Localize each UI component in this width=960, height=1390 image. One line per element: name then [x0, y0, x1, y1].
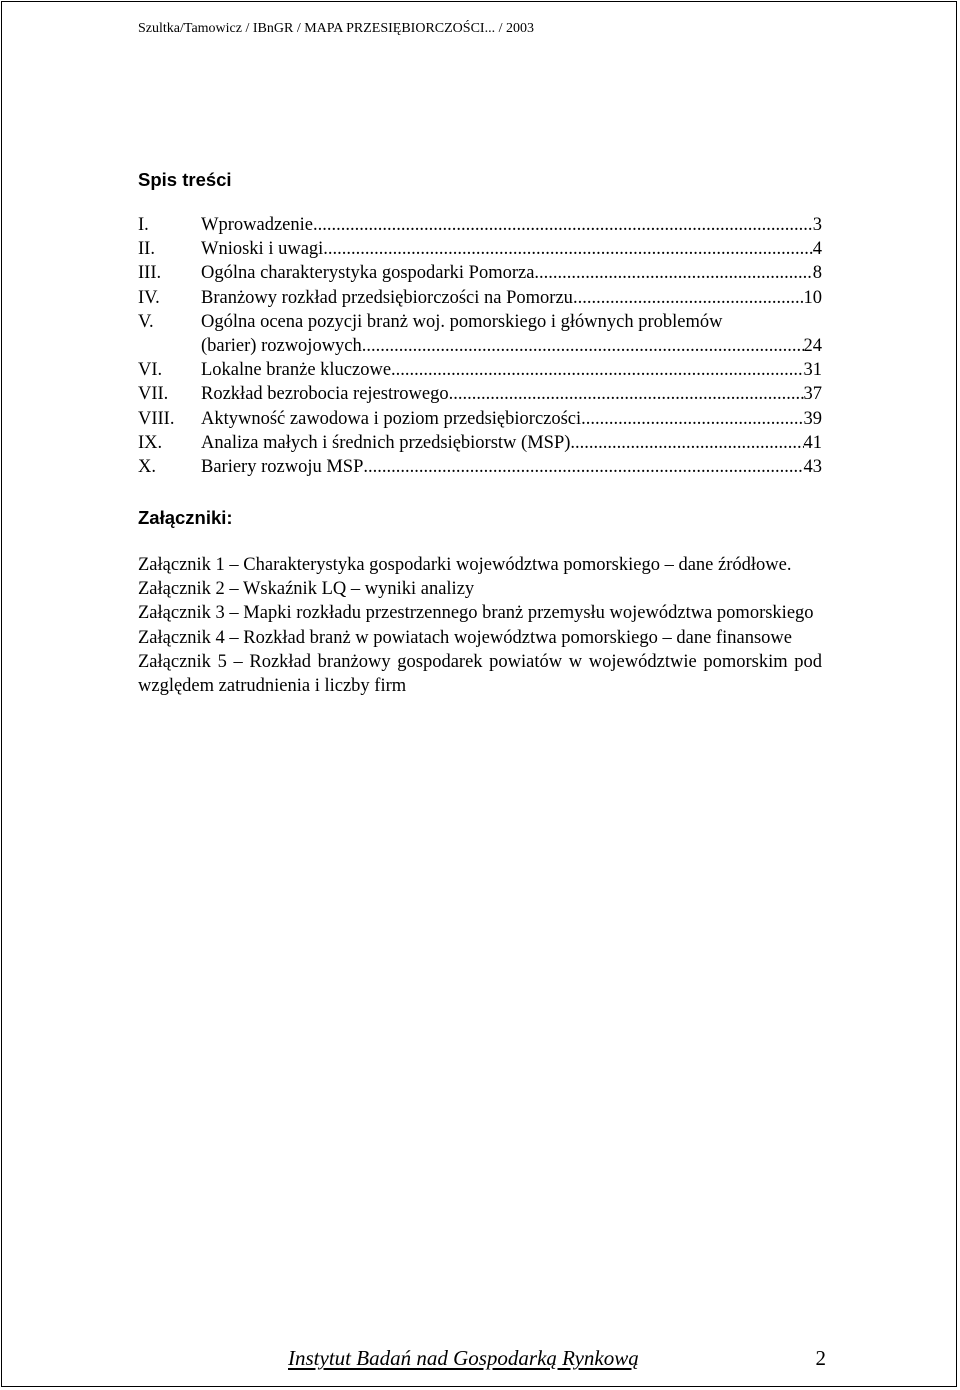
toc-entry-number: X. — [138, 456, 156, 477]
footer-page-number: 2 — [815, 1346, 826, 1370]
toc-entry-label: Analiza małych i średnich przedsiębiorstw (MSP) — [201, 432, 571, 453]
toc-dot-leader — [313, 213, 813, 237]
toc-entry-label: Lokalne branże kluczowe — [201, 360, 392, 381]
toc-entry-number: VI. — [138, 360, 163, 381]
toc-dot-leader — [363, 455, 803, 479]
toc-entry-label: Ogólna charakterystyka gospodarki Pomorza — [201, 263, 535, 284]
appendix-item-2: Załącznik 2 – Wskaźnik LQ – wyniki analizy — [138, 579, 475, 600]
toc-title: Spis treści — [138, 169, 232, 190]
appendix-item-3: Załącznik 3 – Mapki rozkładu przestrzennego branż przemysłu województwa pomorskiego — [138, 603, 814, 624]
toc-entry-number: V. — [138, 311, 154, 332]
toc-entry-page: 37 — [803, 384, 822, 405]
running-header: Szultka/Tamowicz / IBnGR / MAPA PRZESIĘBIORCZOŚCI... / 2003 — [138, 21, 534, 36]
toc-dot-leader — [362, 334, 804, 358]
toc-entry-label-continued: (barier) rozwojowych — [201, 335, 362, 356]
toc-entry-label: Wprowadzenie — [201, 215, 313, 235]
footer-institute-name: Instytut Badań nad Gospodarką Rynkową — [288, 1346, 639, 1370]
toc-entry-page: 8 — [812, 263, 822, 284]
toc-entry-page: 10 — [803, 287, 822, 308]
toc-entry-page: 39 — [803, 408, 822, 429]
toc-entry-label: Bariery rozwoju MSP — [201, 456, 364, 477]
toc-dot-leader — [323, 237, 812, 261]
toc-entry-1[interactable] — [138, 213, 822, 237]
toc-entry-7[interactable] — [138, 382, 822, 406]
toc-entry-page: 24 — [803, 335, 822, 356]
appendices-title: Załączniki: — [138, 507, 233, 528]
toc-entry-8[interactable] — [138, 407, 822, 431]
toc-entry-label: Aktywność zawodowa i poziom przedsiębiorczości — [201, 408, 582, 429]
toc-entry-9[interactable] — [138, 431, 822, 455]
toc-dot-leader — [570, 431, 803, 455]
appendix-item-4: Załącznik 4 – Rozkład branż w powiatach województwa pomorskiego – dane finansowe — [138, 627, 792, 648]
toc-entry-number: VII. — [138, 384, 169, 405]
toc-entry-number: IV. — [138, 287, 160, 308]
toc-entry-4[interactable] — [138, 286, 822, 310]
toc-entry-number: IX. — [138, 432, 163, 453]
toc-dot-leader — [573, 286, 804, 310]
toc-entry-page: 3 — [812, 215, 822, 235]
appendix-item-1: Załącznik 1 – Charakterystyka gospodarki województwa pomorskiego – dane źródłowe. — [138, 555, 792, 575]
toc-entry-3[interactable] — [138, 261, 822, 285]
toc-entry-page: 4 — [812, 239, 822, 260]
toc-entry-number: II. — [138, 239, 155, 260]
running-footer — [288, 1343, 826, 1373]
toc-entry-number: I. — [138, 215, 149, 235]
toc-entry-5[interactable] — [138, 310, 822, 334]
toc-entry-label: Ogólna ocena pozycji branż woj. pomorskiego i głównych problemów — [201, 311, 723, 332]
toc-entry-10[interactable] — [138, 455, 822, 479]
toc-entry-label: Rozkład bezrobocia rejestrowego — [201, 384, 449, 405]
toc-dot-leader — [449, 382, 804, 406]
toc-dot-leader — [534, 261, 812, 285]
toc-entry-label: Branżowy rozkład przedsiębiorczości na Pomorzu — [201, 287, 573, 308]
toc-entry-5-continued[interactable] — [138, 334, 822, 358]
toc-entry-label: Wnioski i uwagi — [201, 239, 324, 260]
toc-list — [138, 213, 822, 479]
appendix-list — [138, 553, 822, 698]
toc-entry-page: 41 — [803, 432, 822, 453]
appendix-item-5: Załącznik 5 – Rozkład branżowy gospodarek powiatów w województwie pomorskim pod względem zatrudnienia i liczby firm — [138, 651, 822, 697]
toc-entry-2[interactable] — [138, 237, 822, 261]
toc-entry-number: III. — [138, 263, 162, 284]
toc-entry-6[interactable] — [138, 358, 822, 382]
toc-entry-page: 31 — [803, 360, 822, 381]
toc-dot-leader — [581, 407, 803, 431]
toc-entry-page: 43 — [803, 456, 822, 477]
toc-dot-leader — [391, 358, 803, 382]
toc-entry-number: VIII. — [138, 408, 175, 429]
